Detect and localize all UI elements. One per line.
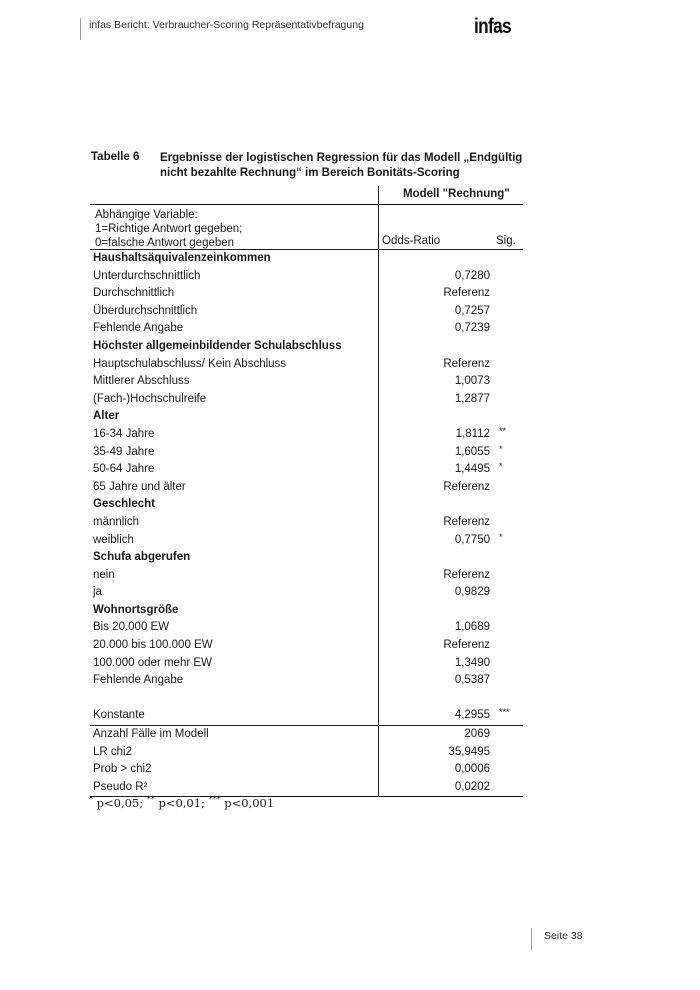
constant-row bbox=[90, 707, 523, 726]
table-row-label: nein bbox=[93, 568, 115, 581]
table-row bbox=[90, 532, 523, 550]
header-divider bbox=[80, 18, 81, 40]
table-row-value: 1,6055 bbox=[454, 445, 490, 458]
table-row bbox=[90, 356, 523, 374]
footnote-stars: *** bbox=[208, 795, 221, 804]
stat-row-label: Prob > chi2 bbox=[93, 763, 152, 776]
table-row bbox=[90, 285, 523, 303]
stat-row-label: Anzahl Fälle im Modell bbox=[93, 728, 209, 741]
footer-divider bbox=[531, 928, 532, 950]
table-row-label: Unterdurchschnittlich bbox=[93, 269, 201, 282]
table-row-label: 100.000 oder mehr EW bbox=[93, 656, 212, 669]
stat-row-value: 0,0006 bbox=[454, 763, 490, 776]
table-row-value: 0,7257 bbox=[454, 304, 490, 317]
table-row-value: 0,9829 bbox=[454, 586, 490, 599]
table-row bbox=[90, 479, 523, 497]
table-row bbox=[90, 514, 523, 532]
stat-row bbox=[90, 744, 523, 762]
table-row-label: 16-34 Jahre bbox=[93, 427, 155, 440]
table-row-label: Mittlerer Abschluss bbox=[93, 375, 190, 388]
stat-row-value: 35,9495 bbox=[448, 745, 490, 758]
table-row-value: 1,3490 bbox=[454, 656, 490, 669]
table-row bbox=[90, 461, 523, 479]
table-row-value: Referenz bbox=[443, 639, 490, 652]
table-row bbox=[90, 567, 523, 585]
table-row-label: 35-49 Jahre bbox=[93, 445, 155, 458]
table-row-label: 65 Jahre und älter bbox=[93, 480, 186, 493]
table-row-value: 1,8112 bbox=[455, 427, 490, 440]
table-row-sig: * bbox=[499, 443, 503, 454]
section-heading-label: Haushaltsäquivalenzeinkommen bbox=[93, 252, 271, 264]
footnote-stars: * bbox=[89, 795, 93, 804]
section-heading-label: Alter bbox=[93, 410, 120, 423]
table-row-label: Überdurchschnittlich bbox=[93, 304, 198, 317]
significance-footnote bbox=[89, 795, 274, 810]
section-heading bbox=[90, 549, 523, 567]
table-row-value: Referenz bbox=[443, 480, 490, 493]
stat-row-label: Pseudo R² bbox=[93, 780, 148, 793]
table-row bbox=[90, 444, 523, 462]
table-row-value: 0,7239 bbox=[454, 322, 490, 335]
table-row-label: Fehlende Angabe bbox=[93, 674, 184, 687]
model-header-row bbox=[90, 186, 523, 205]
constant-value: 4,2955 bbox=[454, 709, 490, 722]
table-row-value: 1,2877 bbox=[454, 392, 490, 405]
stat-row-value: 2069 bbox=[464, 728, 490, 741]
page-number: Seite 38 bbox=[544, 930, 583, 942]
section-heading bbox=[90, 602, 523, 620]
table-row bbox=[90, 268, 523, 286]
report-header-title: infas Bericht: Verbraucher-Scoring Repräsentativbefragung bbox=[89, 19, 364, 31]
infas-logo: infas bbox=[474, 15, 511, 38]
table-row-label: 50-64 Jahre bbox=[93, 463, 155, 476]
dependent-variable-row bbox=[90, 205, 523, 250]
table-row bbox=[90, 637, 523, 655]
table-row bbox=[90, 619, 523, 637]
model-statistics bbox=[90, 726, 523, 797]
table-row-label: ja bbox=[93, 586, 102, 599]
stat-row-label: LR chi2 bbox=[93, 745, 132, 758]
table-row-value: 1,0689 bbox=[454, 621, 490, 634]
table-row-value: Referenz bbox=[443, 287, 490, 300]
table-row-value: 1,4495 bbox=[454, 463, 490, 476]
table-row-value: Referenz bbox=[443, 357, 490, 370]
section-heading-label: Geschlecht bbox=[93, 498, 155, 511]
constant-label: Konstante bbox=[93, 709, 145, 722]
footnote-text: p<0,01; bbox=[154, 795, 209, 810]
table-row-label: Durchschnittlich bbox=[93, 287, 175, 300]
table-row-label: Bis 20.000 EW bbox=[93, 621, 170, 634]
spacer-row bbox=[90, 690, 523, 708]
table-row-sig: * bbox=[499, 461, 503, 472]
section-heading-label: Höchster allgemeinbildender Schulabschluss bbox=[93, 339, 342, 352]
table-row bbox=[90, 655, 523, 673]
section-heading bbox=[90, 338, 523, 356]
table-caption-label: Tabelle 6 bbox=[91, 151, 140, 163]
table-row bbox=[90, 672, 523, 690]
table-row-value: 0,5387 bbox=[454, 674, 490, 687]
table-row bbox=[90, 426, 523, 444]
table-row-value: 0,7750 bbox=[454, 533, 490, 546]
table-row-label: (Fach-)Hochschulreife bbox=[93, 392, 207, 405]
table-row bbox=[90, 584, 523, 602]
regression-table bbox=[90, 186, 523, 797]
odds-ratio-column-header: Odds-Ratio bbox=[382, 235, 441, 247]
table-row-label: weiblich bbox=[93, 533, 134, 546]
section-heading bbox=[90, 496, 523, 514]
table-caption-title: Ergebnisse der logistischen Regression für das Modell „Endgültig nicht bezahlte Rechnung“ im Bereich Bonitäts-Scoring bbox=[160, 152, 523, 179]
footnote-stars: ** bbox=[146, 795, 155, 804]
table-row-value: 0,7280 bbox=[454, 269, 490, 282]
table-row-label: männlich bbox=[93, 515, 140, 528]
table-row-sig: * bbox=[499, 531, 503, 542]
section-heading-label: Wohnortsgröße bbox=[93, 603, 179, 616]
significance-column-header: Sig. bbox=[496, 235, 516, 247]
footnote-text: p<0,05; bbox=[93, 795, 147, 810]
section-heading-label: Schufa abgerufen bbox=[93, 551, 191, 564]
table-row-label: Hauptschulabschluss/ Kein Abschluss bbox=[93, 357, 287, 370]
section-heading bbox=[90, 408, 523, 426]
table-row-value: Referenz bbox=[443, 515, 490, 528]
table-row-label: Fehlende Angabe bbox=[93, 322, 184, 335]
table-row bbox=[90, 373, 523, 391]
table-body bbox=[90, 250, 523, 690]
footnote-text: p<0,001 bbox=[220, 795, 275, 810]
constant-sig: *** bbox=[499, 707, 510, 718]
stat-row-value: 0,0202 bbox=[454, 780, 490, 793]
table-row-value: 1,0073 bbox=[454, 375, 490, 388]
table-row bbox=[90, 391, 523, 409]
table-row-value: Referenz bbox=[443, 568, 490, 581]
dependent-variable-label: Abhängige Variable: 1=Richtige Antwort gegeben; 0=falsche Antwort gegeben bbox=[95, 209, 243, 249]
table-row bbox=[90, 320, 523, 338]
section-heading bbox=[90, 250, 523, 268]
table-row-sig: ** bbox=[499, 425, 507, 436]
stat-row bbox=[90, 761, 523, 779]
stat-row bbox=[90, 726, 523, 744]
table-row bbox=[90, 303, 523, 321]
table-row-label: 20.000 bis 100.000 EW bbox=[93, 639, 213, 652]
model-title: Modell "Rechnung" bbox=[403, 188, 510, 200]
